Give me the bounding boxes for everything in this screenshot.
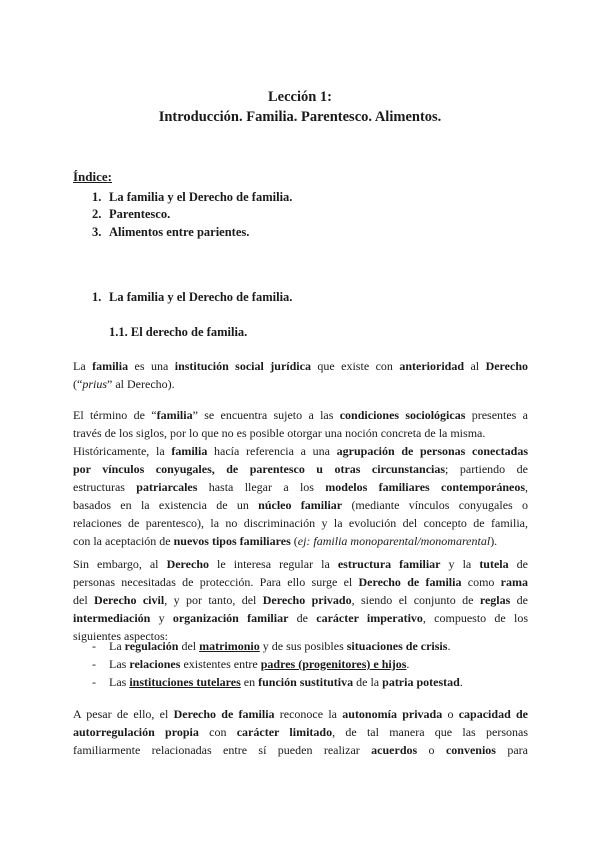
- p4-line-2: autorregulación propia con carácter limitado, de tal manera que las personas: [73, 725, 528, 739]
- index-item-1: 1. La familia y el Derecho de familia.: [92, 190, 293, 204]
- p2-line-2: través de los siglos, por lo que no es posible otorgar una noción concreta de la misma.: [73, 426, 486, 440]
- index-item-2: 2. Parentesco.: [92, 207, 171, 221]
- p3-line-3: del Derecho civil, y por tanto, del Derecho privado, siendo el conjunto de reglas de: [73, 593, 528, 607]
- section-heading-1: 1. La familia y el Derecho de familia.: [92, 290, 293, 304]
- p2-line-4: por vínculos conyugales, de parentesco u otras circunstancias; partiendo de: [73, 462, 528, 476]
- p2-line-8: con la aceptación de nuevos tipos familiares (ej: familia monoparental/monomarental).: [73, 534, 498, 548]
- paragraph-1: [73, 357, 528, 393]
- bullet-item-2: - Las relaciones existentes entre padres (progenitores) e hijos.: [92, 657, 410, 671]
- lesson-number: Lección 1:: [267, 89, 333, 105]
- p3-line-1: Sin embargo, al Derecho le interesa regular la estructura familiar y la tutela de: [73, 557, 529, 571]
- p2-line-7: relaciones de parentesco), la no discriminación y la evolución del concepto de familia,: [73, 516, 528, 530]
- index-heading: Índice:: [73, 169, 113, 184]
- p3-line-5: siguientes aspectos:: [73, 629, 168, 643]
- p2-line-1: El término de “familia” se encuentra sujeto a las condiciones sociológicas presentes a: [73, 408, 528, 422]
- index-item-3: 3. Alimentos entre parientes.: [92, 225, 250, 239]
- paragraph-4: [73, 705, 528, 759]
- p3-line-4: intermediación y organización familiar de carácter imperativo, compuesto de los: [73, 611, 529, 625]
- p2-line-5: estructuras patriarcales hasta llegar a los modelos familiares contemporáneos,: [73, 480, 528, 494]
- paragraph-2: [73, 406, 528, 550]
- subsection-heading-1-1: 1.1. El derecho de familia.: [109, 325, 248, 339]
- p4-line-1: A pesar de ello, el Derecho de familia reconoce la autonomía privada o capacidad de: [73, 707, 528, 721]
- p1-line-2: (“prius” al Derecho).: [73, 377, 175, 391]
- p2-line-6: basados en la existencia de un núcleo familiar (mediante vínculos conyugales o: [73, 498, 528, 512]
- p4-line-3: familiarmente relacionadas entre sí pueden realizar acuerdos o convenios para: [73, 743, 529, 757]
- bullet-item-3: - Las instituciones tutelares en función sustitutiva de la patria potestad.: [92, 675, 463, 689]
- p2-line-3: Históricamente, la familia hacía referencia a una agrupación de personas conectadas: [73, 444, 529, 458]
- p3-line-2: personas necesitadas de protección. Para ello surge el Derecho de familia como rama: [73, 575, 528, 589]
- bullet-item-1: - La regulación del matrimonio y de sus posibles situaciones de crisis.: [92, 639, 451, 653]
- lesson-title: Introducción. Familia. Parentesco. Alimentos.: [158, 109, 442, 125]
- paragraph-3: [73, 555, 528, 645]
- p1-line-1: La familia es una institución social jurídica que existe con anterioridad al Derecho: [73, 359, 528, 373]
